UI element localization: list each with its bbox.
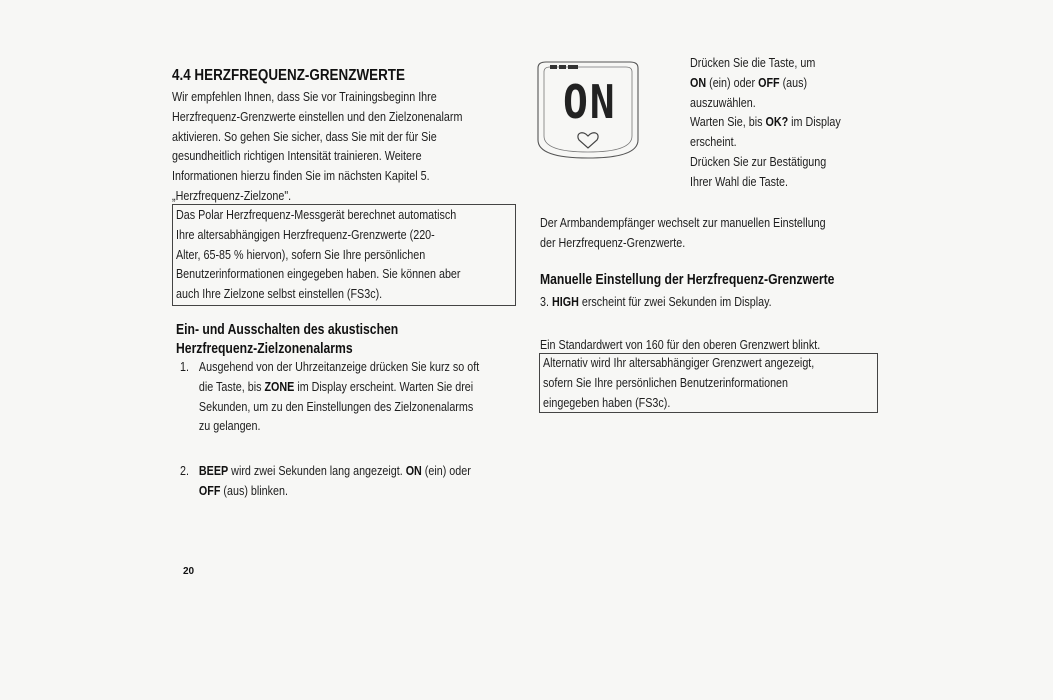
note-text-right <box>543 354 814 413</box>
step-text: (ein) oder <box>421 464 471 478</box>
heart-icon <box>578 133 598 148</box>
alarm-heading <box>176 321 398 359</box>
instruction-line <box>690 113 841 133</box>
instruction-line: erscheint. <box>690 135 737 150</box>
step-line <box>199 378 479 398</box>
alarm-heading-line: Herzfrequenz-Zielzonenalarms <box>176 341 353 357</box>
instruction-keyword: OFF <box>758 75 780 90</box>
intro-line: Informationen hierzu finden Sie im nächsten Kapitel 5. <box>172 169 430 184</box>
receiver-line: Der Armbandempfänger wechselt zur manuellen Einstellung <box>540 216 826 230</box>
step-keyword: HIGH <box>551 295 579 309</box>
step-number: 1. <box>180 360 189 374</box>
instruction-line: Drücken Sie die Taste, um <box>690 56 816 70</box>
receiver-paragraph <box>540 214 826 254</box>
display-segment-icon <box>550 65 557 69</box>
instruction-text: (ein) oder <box>706 75 759 90</box>
standard-value-line: Ein Standardwert von 160 für den oberen Grenzwert blinkt. <box>540 338 821 352</box>
note-line: Benutzerinformationen eingegeben haben. Sie können aber <box>176 267 461 282</box>
step-keyword: OFF <box>198 483 221 498</box>
step-2 <box>180 462 541 504</box>
intro-line: „Herzfrequenz-Zielzone". <box>172 188 292 203</box>
step-body <box>199 462 471 502</box>
step-text: (aus) blinken. <box>220 483 288 498</box>
step-line <box>199 462 471 482</box>
step-keyword: BEEP <box>198 464 229 478</box>
intro-line: aktivieren. So gehen Sie sicher, dass Sie mit der für Sie <box>172 129 437 144</box>
alarm-heading-line: Ein- und Ausschalten des akustischen <box>176 322 399 338</box>
instruction-line <box>690 74 841 94</box>
note-line: Alter, 65-85 % hiervon), sofern Sie Ihre persönlichen <box>176 247 426 262</box>
step-line: Ausgehend von der Uhrzeitanzeige drücken Sie kurz so oft <box>198 360 480 374</box>
note-line: eingegeben haben (FS3c). <box>543 395 671 410</box>
note-text-left <box>176 206 460 305</box>
instruction-line: auszuwählen. <box>690 95 756 110</box>
step-line: zu gelangen. <box>198 419 261 434</box>
step-text: die Taste, bis <box>198 379 265 394</box>
instruction-text: (aus) <box>779 75 808 90</box>
instruction-line: Ihrer Wahl die Taste. <box>690 174 788 189</box>
instruction-line: Drücken Sie zur Bestätigung <box>690 154 827 169</box>
step-3 <box>540 293 772 313</box>
display-text: ON <box>563 75 617 129</box>
intro-line: gesundheitlich richtigen Intensität trainieren. Weitere <box>172 149 422 164</box>
manual-heading: Manuelle Einstellung der Herzfrequenz-Grenzwerte <box>540 272 835 288</box>
step-keyword: ON <box>405 464 422 478</box>
step-number: 2. <box>180 464 189 478</box>
intro-paragraph <box>172 88 462 207</box>
note-line: Das Polar Herzfrequenz-Messgerät berechnet automatisch <box>176 208 457 222</box>
step-1 <box>180 358 541 440</box>
device-instructions <box>690 54 841 193</box>
instruction-text: im Display <box>788 115 841 130</box>
display-segment-icon <box>568 65 578 69</box>
section-heading: 4.4 HERZFREQUENZ-GRENZWERTE <box>172 67 405 84</box>
intro-line: Herzfrequenz-Grenzwerte einstellen und den Zielzonenalarm <box>172 109 463 124</box>
display-segment-icon <box>559 65 566 69</box>
intro-line: Wir empfehlen Ihnen, dass Sie vor Trainingsbeginn Ihre <box>172 90 437 104</box>
step-line: Sekunden, um zu den Einstellungen des Zielzonenalarms <box>198 399 474 414</box>
step-keyword: ZONE <box>264 379 295 394</box>
step-text: erscheint für zwei Sekunden im Display. <box>578 295 772 309</box>
step-line <box>199 482 471 502</box>
step-text: wird zwei Sekunden lang angezeigt. <box>228 464 406 478</box>
note-line: Ihre altersabhängigen Herzfrequenz-Grenzwerte (220- <box>176 227 435 242</box>
note-line: sofern Sie Ihre persönlichen Benutzerinformationen <box>543 375 789 390</box>
step-number: 3. <box>540 295 549 309</box>
note-line: Alternativ wird Ihr altersabhängiger Grenzwert angezeigt, <box>543 356 815 370</box>
step-text: im Display erscheint. Warten Sie drei <box>294 379 474 394</box>
instruction-keyword: OK? <box>765 115 789 130</box>
instruction-text: Warten Sie, bis <box>690 115 766 130</box>
page-number: 20 <box>183 566 195 577</box>
receiver-line: der Herzfrequenz-Grenzwerte. <box>540 235 686 250</box>
instruction-keyword: ON <box>690 75 707 90</box>
note-line: auch Ihre Zielzone selbst einstellen (FS3c). <box>176 287 383 302</box>
step-body <box>199 358 479 437</box>
